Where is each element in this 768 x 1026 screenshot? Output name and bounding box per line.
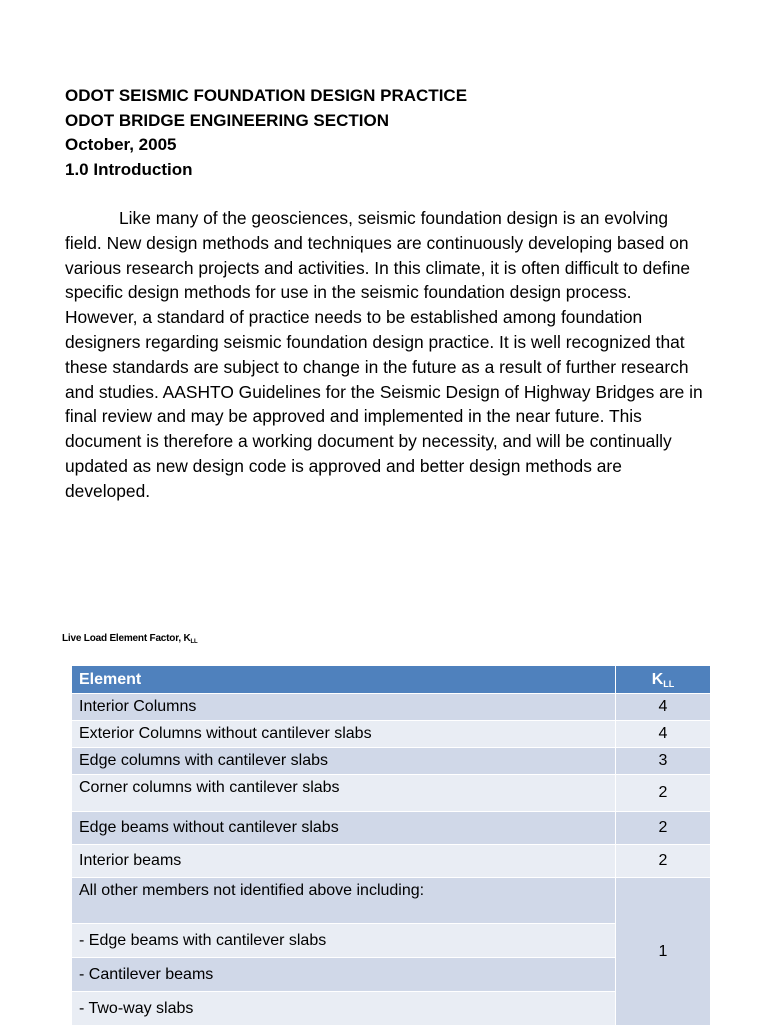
document-section: ODOT BRIDGE ENGINEERING SECTION	[65, 110, 389, 130]
k-cell: 3	[616, 748, 711, 775]
table-caption-subscript: LL	[190, 639, 198, 645]
k-cell: 2	[616, 812, 711, 845]
k-cell: 2	[616, 775, 711, 812]
table-row	[72, 694, 711, 721]
table-caption	[62, 633, 197, 645]
section-heading: 1.0 Introduction	[65, 159, 193, 179]
document-date: October, 2005	[65, 135, 177, 154]
element-cell: - Cantilever beams	[72, 958, 616, 992]
table-row	[72, 721, 711, 748]
column-header-k-subscript: LL	[663, 678, 675, 689]
column-header-element: Element	[72, 666, 616, 694]
element-cell: Edge beams without cantilever slabs	[72, 812, 616, 845]
table-row	[72, 812, 711, 845]
element-cell: Exterior Columns without cantilever slabs	[72, 721, 616, 748]
element-cell: Edge columns with cantilever slabs	[72, 748, 616, 775]
k-cell: 4	[616, 721, 711, 748]
document-header	[65, 84, 467, 182]
element-cell: All other members not identified above including:	[72, 878, 616, 924]
table-row	[72, 775, 711, 812]
table-row	[72, 958, 711, 992]
document-title: ODOT SEISMIC FOUNDATION DESIGN PRACTICE	[65, 86, 468, 105]
live-load-factor-table	[71, 665, 711, 1026]
element-cell: Interior beams	[72, 845, 616, 878]
element-cell: Corner columns with cantilever slabs	[72, 775, 616, 812]
column-header-k	[616, 666, 711, 694]
table-row	[72, 992, 711, 1026]
table-caption-text: Live Load Element Factor, K	[62, 633, 191, 644]
table-row	[72, 924, 711, 958]
table-row	[72, 845, 711, 878]
table-row	[72, 748, 711, 775]
element-cell: Interior Columns	[72, 694, 616, 721]
intro-paragraph: Like many of the geosciences, seismic foundation design is an evolving field. New design methods and techniques are continuously developing based on various research projects and activities. In this climate, it is often difficult to define specific design methods for use in the seismic foundation design process. However, a standard of practice needs to be established among foundation designers regarding seismic foundation design practice. It is well recognized that these standards are subject to change in the future as a result of further research and studies. AASHTO Guidelines for the Seismic Design of Highway Bridges are in final review and may be approved and implemented in the near future. This document is therefore a working document by necessity, and will be continually updated as new design code is approved and better design methods are developed.	[65, 208, 703, 501]
element-cell: - Two-way slabs	[72, 992, 616, 1026]
column-header-k-text: K	[651, 670, 664, 688]
k-cell: 2	[616, 845, 711, 878]
element-cell: - Edge beams with cantilever slabs	[72, 924, 616, 958]
table-header-row	[72, 666, 711, 694]
table-row	[72, 878, 711, 924]
k-cell-merged: 1	[616, 878, 711, 1026]
k-cell: 4	[616, 694, 711, 721]
